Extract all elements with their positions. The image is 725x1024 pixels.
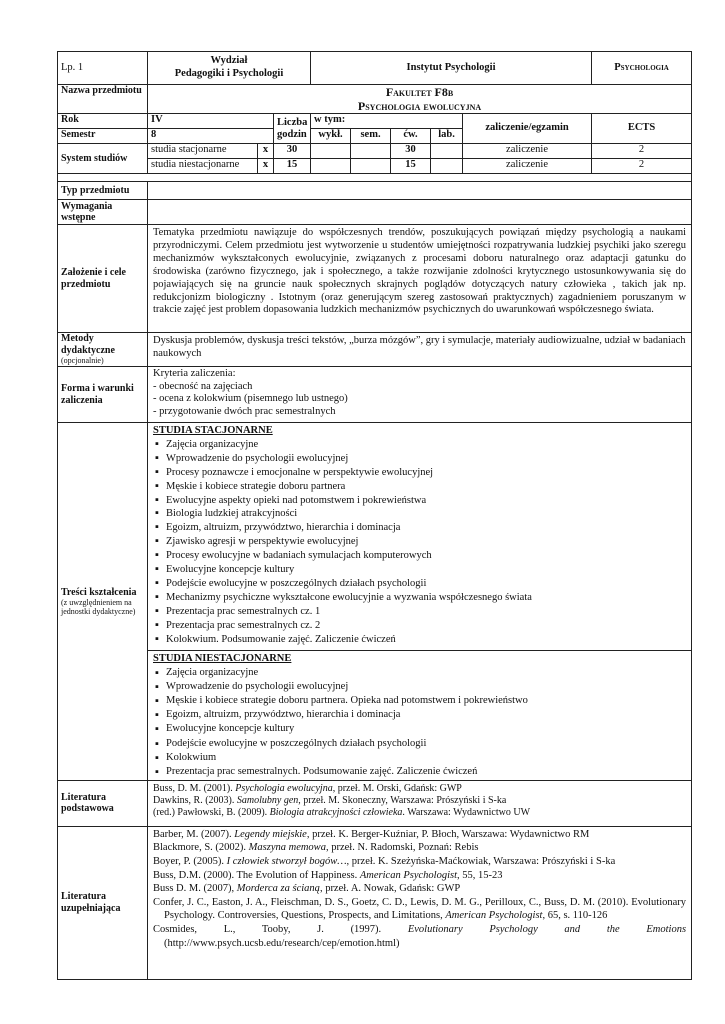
subject-line2: Psychologia ewolucyjna: [357, 99, 482, 113]
literature-entry: [153, 855, 686, 869]
literature-post: , przeł. K. Szeżyńska-Maćkowiak, Warszawa: Prószyński i S-ka: [346, 856, 616, 868]
typ-label: Typ przedmiotu: [58, 182, 148, 200]
literature-post: , 65, s. 110-126: [542, 910, 608, 922]
system-row-wykl: [311, 144, 351, 159]
literature-entry: [153, 828, 686, 842]
typ-value: [148, 182, 692, 200]
system-label: System studiów: [58, 144, 148, 174]
wykl-header: wykł.: [311, 129, 351, 144]
sem-header: sem.: [351, 129, 391, 144]
literature-post: , przeł. A. Nowak, Gdańsk: GWP: [319, 883, 461, 895]
lit-podstawowa-list: [148, 780, 692, 826]
topic-item: ▪ Procesy ewolucyjne w badaniach symulacjach komputerowych: [153, 549, 686, 563]
topic-item: ▪ Prezentacja prac semestralnych cz. 2: [153, 619, 686, 633]
metody-text: Dyskusja problemów, dyskusja treści tekstów, „burza mózgów”, gry i symulacje, materiały audiowizualne, udział w badaniach naukowych: [148, 333, 692, 367]
topic-item: ▪ Procesy poznawcze i emocjonalne w perspektywie ewolucyjnej: [153, 466, 686, 480]
system-row-sem: [351, 144, 391, 159]
topic-item: ▪ Mechanizmy psychiczne wykształcone ewolucyjnie a wyzwania współczesnego świata: [153, 591, 686, 605]
topic-item: ▪ Prezentacja prac semestralnych. Podsumowanie zajęć. Zaliczenie ćwiczeń: [153, 765, 686, 779]
literature-pre: Buss, D.M. (2000). The Evolution of Happiness.: [153, 869, 360, 881]
literature-entry: [153, 923, 686, 950]
system-row-name: studia niestacjonarne: [148, 159, 258, 174]
system-row-hours: 30: [274, 144, 311, 159]
literature-post: (http://www.psych.ucsb.edu/research/cep/emotion.html): [164, 937, 400, 949]
literature-entry: [153, 841, 686, 855]
zaliczenie-header: zaliczenie/egzamin: [463, 114, 592, 144]
literature-title: American Psychologist: [359, 869, 457, 881]
wymagania-label: Wymagania wstępne: [58, 200, 148, 225]
system-row-hours: 15: [274, 159, 311, 174]
literature-title: Biologia atrakcyjności człowieka: [269, 806, 403, 818]
tresci-stacjonarne: [148, 423, 692, 651]
zalozenie-label: Założenie i cele przedmiotu: [58, 225, 148, 333]
literature-title: Evolutionary Psychology and the Emotions: [407, 924, 687, 935]
system-row-form: zaliczenie: [463, 159, 592, 174]
lit-uzupelniajaca-list: [148, 826, 692, 979]
forma-line: - obecność na zajęciach: [153, 380, 253, 392]
literature-post: , 55, 15-23: [457, 869, 503, 881]
topic-item: ▪ Ewolucyjne koncepcje kultury: [153, 722, 686, 736]
literature-entry: [153, 795, 686, 807]
system-row-lab: [431, 159, 463, 174]
topic-item: ▪ Zajęcia organizacyjne: [153, 666, 686, 680]
literature-title: Morderca za ścianą: [236, 883, 320, 895]
kierunek-cell: Psychologia: [592, 52, 692, 85]
tresci-label-sub: (z uwzględnieniem na jednostki dydaktyczne): [61, 598, 136, 617]
instytut-cell: Instytut Psychologii: [311, 52, 592, 85]
syllabus-page: [57, 51, 691, 980]
tresci-label-text: Treści kształcenia: [61, 586, 137, 598]
tresci-niestacjonarne: [148, 651, 692, 781]
literature-pre: Buss D. M. (2007),: [153, 883, 237, 895]
niestacjonarne-title: STUDIA NIESTACJONARNE: [153, 653, 292, 664]
lp-cell: Lp. 1: [58, 52, 148, 85]
system-row-cw: 15: [391, 159, 431, 174]
metody-label-text: Metody dydaktyczne: [61, 333, 115, 356]
topic-item: ▪ Egoizm, altruizm, przywództwo, hierarchia i dominacja: [153, 708, 686, 722]
literature-post: . Warszawa: Wydawnictwo UW: [402, 806, 531, 818]
topic-item: ▪ Podejście ewolucyjne w poszczególnych działach psychologii: [153, 577, 686, 591]
topic-item: ▪ Egoizm, altruizm, przywództwo, hierarchia i dominacja: [153, 521, 686, 535]
literature-entry: [153, 896, 686, 923]
literature-pre: Cosmides, L., Tooby, J. (1997).: [153, 924, 408, 935]
literature-post: , przeł. M. Skoneczny, Warszawa: Prószyński i S-ka: [298, 794, 507, 806]
topic-item: ▪ Ewolucyjne aspekty opieki nad potomstwem i pokrewieństwa: [153, 494, 686, 508]
topic-item: ▪ Zajęcia organizacyjne: [153, 438, 686, 452]
literature-pre: Barber, M. (2007).: [153, 828, 235, 840]
topic-item: ▪ Kolokwium: [153, 751, 686, 765]
zalozenie-text: Tematyka przedmiotu nawiązuje do współczesnych trendów, poszukujących powiązań między psychologią a naukami przyrodniczymi. Celem przedmiotu jest wytworzenie u studentów umiejętności rozpatrywania ludzkiej psychiki jako szeregu mechanizmów wykształconych ewolucyjnie, związanych z procesami doboru naturalnego oraz adaptacji gatunku do środowiska (zarówno fizycznego, jak i społecznego, a także rozwijanie zdolności krytycznego ustosunkowywania się do pojawiających się na gruncie nauk społecznych skrajnych poglądów dotyczących natury człowieka , takich jak np. redukcjonizm biologiczny . Istotnym (oraz generującym szereg zastosowań praktycznych) zagadnieniem poruszanym w trakcie zajęć jest problem dopasowania ludzkich mechanizmów psychicznych do uwarunkowań współczesnego świata.: [148, 225, 692, 333]
forma-line: - przygotowanie dwóch prac semestralnych: [153, 405, 336, 417]
literature-title: Samolubny gen: [236, 794, 299, 806]
metody-label: [58, 333, 148, 367]
semestr-value: 8: [148, 129, 274, 144]
literature-pre: (red.) Pawłowski, B. (2009).: [153, 806, 270, 818]
cw-header: ćw.: [391, 129, 431, 144]
rok-value: IV: [148, 114, 274, 129]
literature-pre: Buss, D. M. (2001).: [153, 782, 236, 794]
tresci-label: [58, 423, 148, 781]
forma-line: Kryteria zaliczenia:: [153, 368, 236, 379]
forma-label: Forma i warunki zaliczenia: [58, 367, 148, 423]
subject-name: [148, 85, 692, 114]
topic-item: ▪ Biologia ludzkiej atrakcyjności: [153, 507, 686, 521]
literature-pre: Blackmore, S. (2002).: [153, 842, 249, 854]
semestr-label: Semestr: [58, 129, 148, 144]
wydzial-line2: Pedagogiki i Psychologii: [174, 68, 284, 79]
wymagania-value: [148, 200, 692, 225]
system-row-sem: [351, 159, 391, 174]
literature-entry: [153, 807, 686, 819]
topic-item: ▪ Męskie i kobiece strategie doboru partnera: [153, 480, 686, 494]
literature-title: Maszyna memowa: [248, 842, 326, 854]
system-row-x: x: [258, 159, 274, 174]
subject-label: Nazwa przedmiotu: [58, 85, 148, 114]
stacjonarne-list: [153, 438, 686, 647]
literature-pre: Boyer, P. (2005).: [153, 856, 227, 868]
stacjonarne-title: STUDIA STACJONARNE: [153, 425, 273, 436]
literature-post: , przeł. K. Berger-Kuźniar, P. Błoch, Warszawa: Wydawnictwo RM: [306, 828, 590, 840]
literature-post: , przeł. N. Radomski, Poznań: Rebis: [325, 842, 479, 854]
system-row-x: x: [258, 144, 274, 159]
topic-item: ▪ Zjawisko agresji w perspektywie ewolucyjnej: [153, 535, 686, 549]
subject-line1: Fakultet F8b: [385, 85, 454, 99]
literature-title: Legendy miejskie: [234, 828, 307, 840]
literature-pre: Dawkins, R. (2003).: [153, 794, 237, 806]
topic-item: ▪ Męskie i kobiece strategie doboru partnera. Opieka nad potomstwem i pokrewieństwo: [153, 694, 686, 708]
system-row-name: studia stacjonarne: [148, 144, 258, 159]
lit-podstawowa-label: Literatura podstawowa: [58, 780, 148, 826]
lit-uzupelniajaca-label: Literatura uzupełniająca: [58, 826, 148, 979]
literature-pre: Confer, J. C., Easton, J. A., Fleischman, D. S., Goetz, C. D., Lewis, D. M. G., Perilloux, C., Buss, D. M. (2010). Evolutionary Psychology. Controversies, Questions, Prospects, and Limitations,: [153, 896, 687, 922]
ects-header: ECTS: [592, 114, 692, 144]
metody-label-sub: (opcjonalnie): [61, 356, 104, 365]
literature-entry: [153, 882, 686, 896]
system-row-cw: 30: [391, 144, 431, 159]
forma-line: - ocena z kolokwium (pisemnego lub ustnego): [153, 393, 348, 405]
literature-title: American Psychologist: [445, 910, 543, 922]
lab-header: lab.: [431, 129, 463, 144]
forma-text: [148, 367, 692, 423]
system-row-wykl: [311, 159, 351, 174]
topic-item: ▪ Wprowadzenie do psychologii ewolucyjnej: [153, 680, 686, 694]
topic-item: ▪ Prezentacja prac semestralnych cz. 1: [153, 605, 686, 619]
system-row-ects: 2: [592, 144, 692, 159]
w-tym-header: w tym:: [311, 114, 463, 129]
spacer-row: [58, 174, 692, 182]
literature-entry: [153, 869, 686, 883]
liczba-godzin-header: Liczba godzin: [274, 114, 311, 144]
wydzial-cell: [148, 52, 311, 85]
syllabus-table: [57, 51, 692, 980]
topic-item: ▪ Kolokwium. Podsumowanie zajęć. Zaliczenie ćwiczeń: [153, 633, 686, 647]
literature-entry: [153, 783, 686, 795]
topic-item: ▪ Ewolucyjne koncepcje kultury: [153, 563, 686, 577]
wydzial-line1: Wydział: [210, 55, 248, 67]
literature-title: Psychologia ewolucyjna: [235, 782, 333, 794]
topic-item: ▪ Podejście ewolucyjne w poszczególnych działach psychologii: [153, 737, 686, 751]
system-row-ects: 2: [592, 159, 692, 174]
system-row-form: zaliczenie: [463, 144, 592, 159]
literature-post: , przeł. M. Orski, Gdańsk: GWP: [332, 782, 462, 794]
system-row-lab: [431, 144, 463, 159]
literature-title: I człowiek stworzył bogów…: [226, 856, 347, 868]
niestacjonarne-list: [153, 666, 686, 779]
topic-item: ▪ Wprowadzenie do psychologii ewolucyjnej: [153, 452, 686, 466]
rok-label: Rok: [58, 114, 148, 129]
